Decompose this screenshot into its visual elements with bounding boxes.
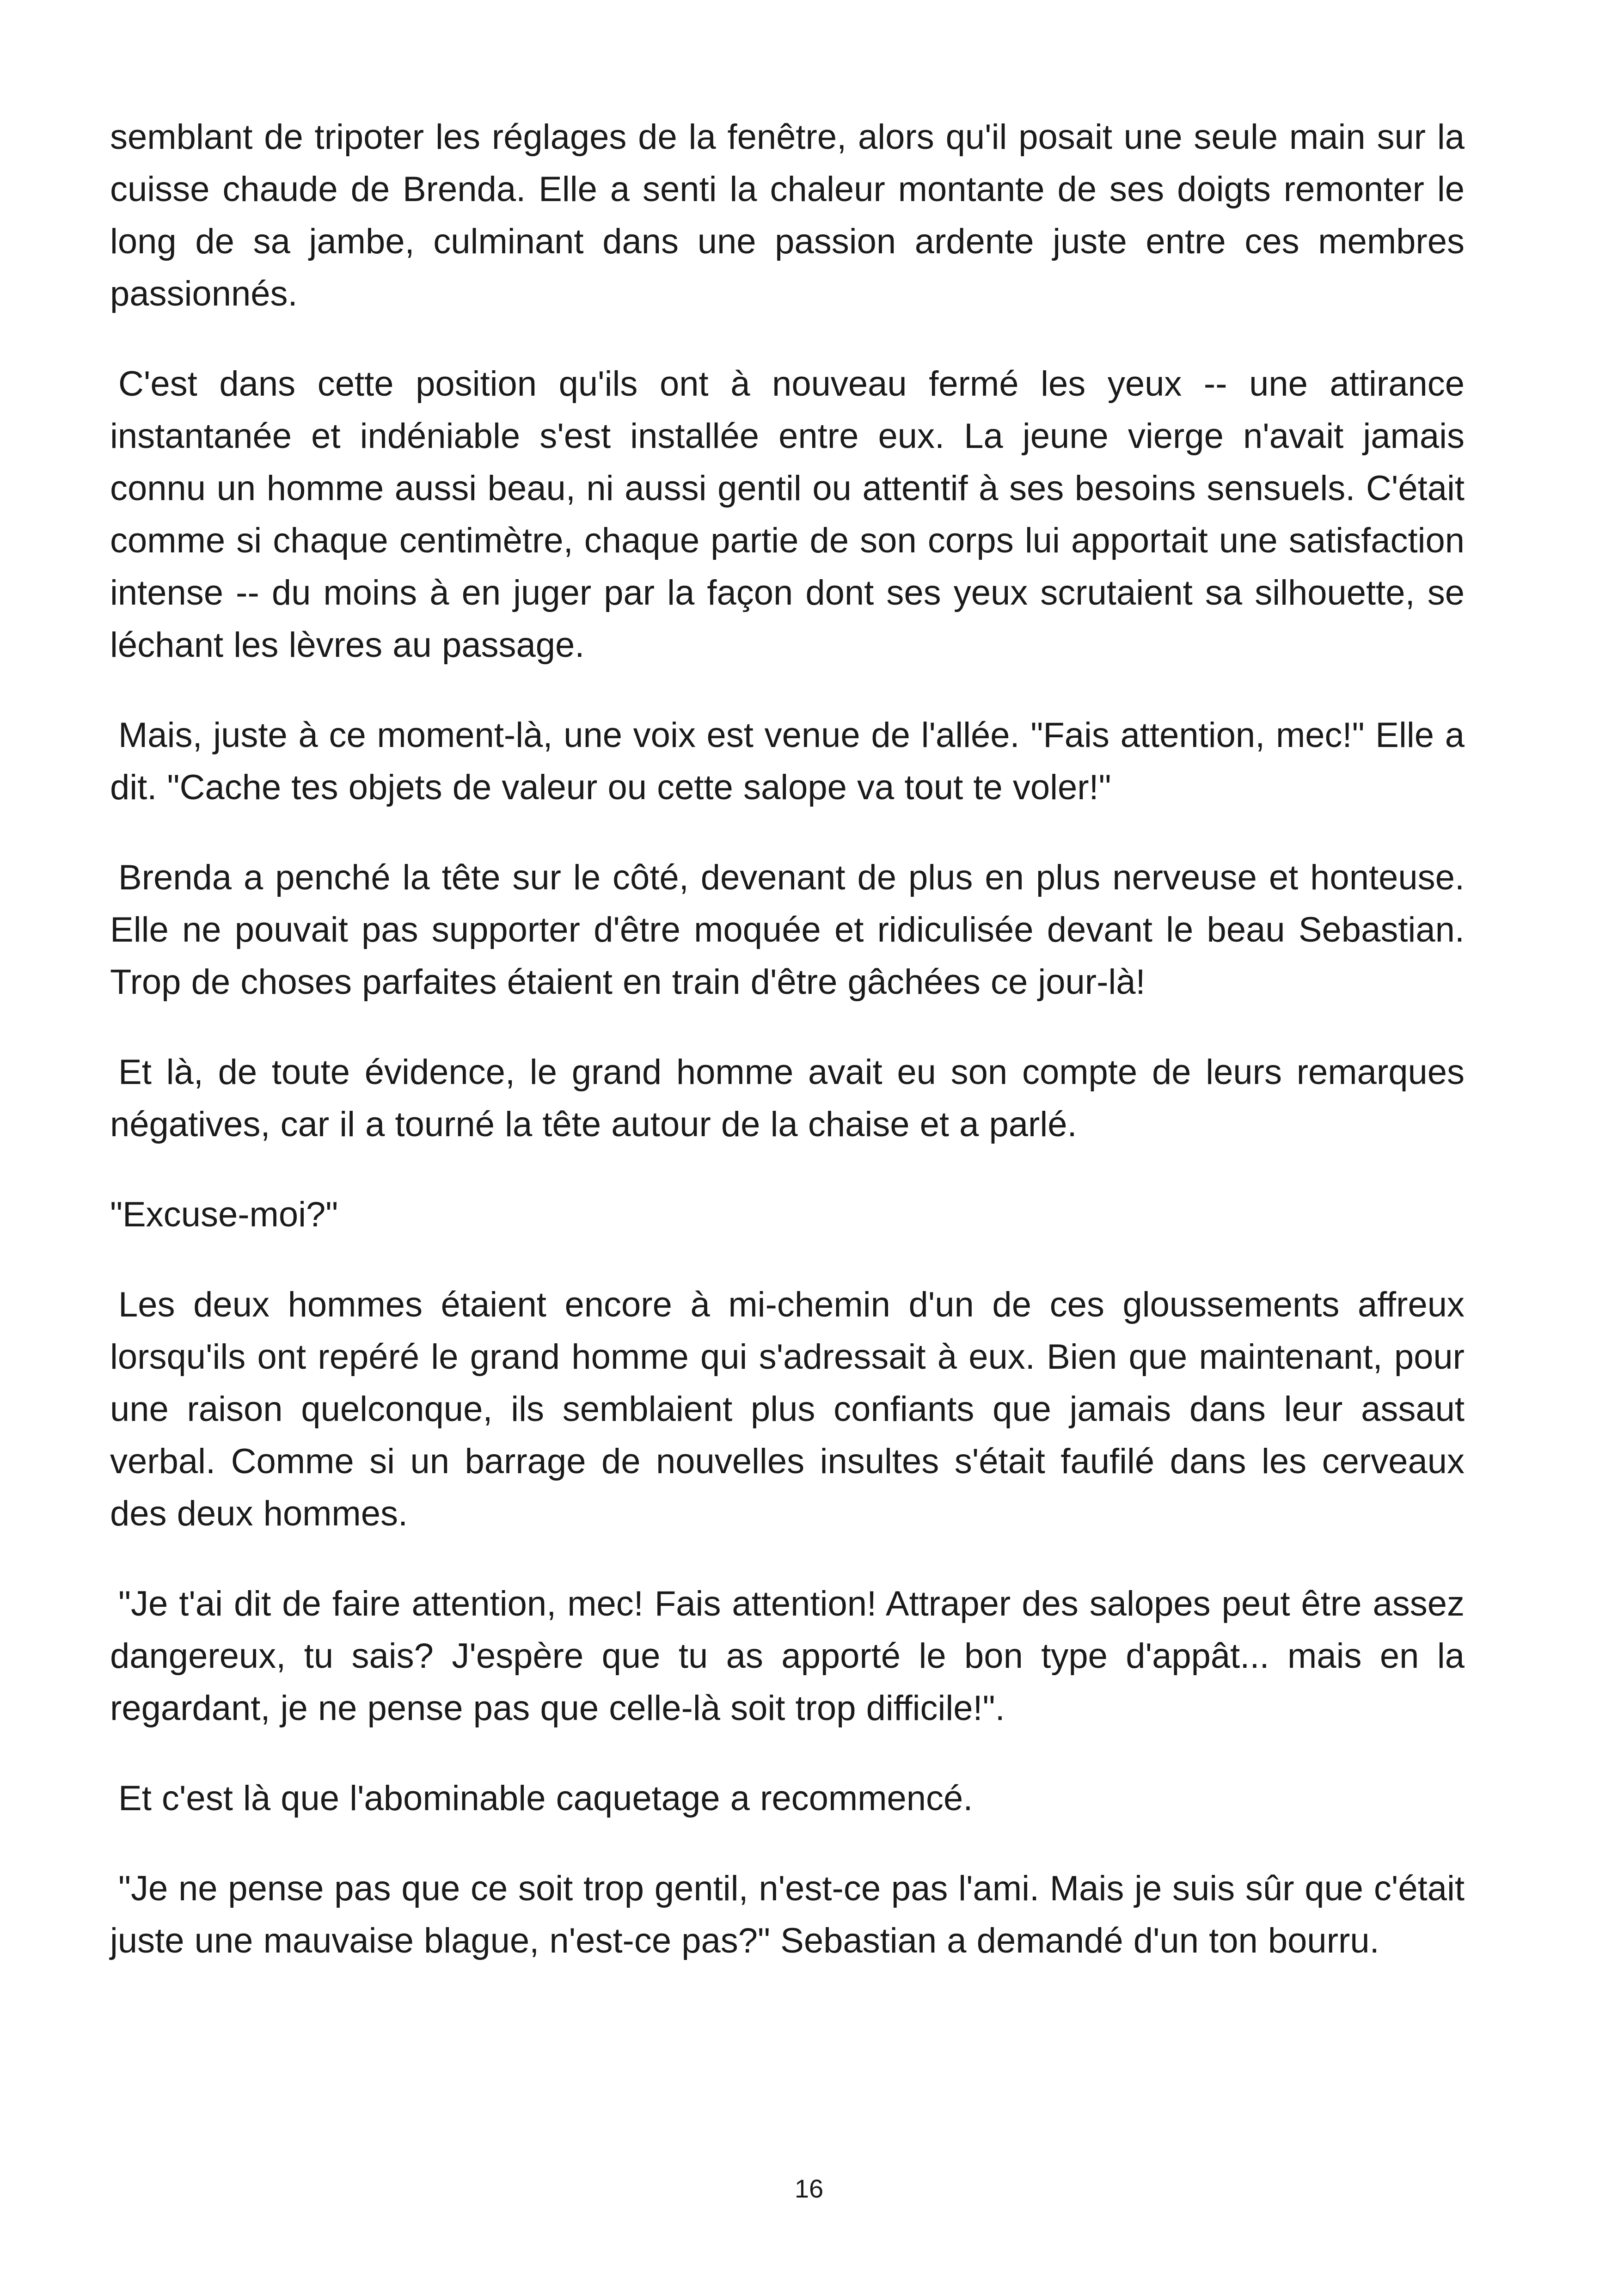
paragraph-2: C'est dans cette position qu'ils ont à nouveau fermé les yeux -- une attirance instantanée et indéniable s'est installée entre eux. La jeune vierge n'avait jamais connu un homme aussi beau, ni aussi gentil ou attentif à ses besoins sensuels. C'était comme si chaque centimètre, chaque partie de son corps lui apportait une satisfaction intense -- du moins à en juger par la façon dont ses yeux scrutaient sa silhouette, se léchant les lèvres au passage.: [110, 364, 1465, 665]
body-text: [110, 111, 1465, 2005]
paragraph-5: Et là, de toute évidence, le grand homme avait eu son compte de leurs remarques négatives, car il a tourné la tête autour de la chaise et a parlé.: [110, 1053, 1465, 1144]
paragraph-8: "Je t'ai dit de faire attention, mec! Fais attention! Attraper des salopes peut être assez dangereux, tu sais? J'espère que tu as apporté le bon type d'appât... mais en la regardant, je ne pense pas que celle-là soit trop difficile!".: [110, 1584, 1465, 1728]
paragraph-4: Brenda a penché la tête sur le côté, devenant de plus en plus nerveuse et honteuse. Elle ne pouvait pas supporter d'être moquée et ridiculisée devant le beau Sebastian. Trop de choses parfaites étaient en train d'être gâchées ce jour-là!: [110, 858, 1465, 1002]
paragraph-6: "Excuse-moi?": [110, 1195, 338, 1234]
paragraph-10: "Je ne pense pas que ce soit trop gentil, n'est-ce pas l'ami. Mais je suis sûr que c'était juste une mauvaise blague, n'est-ce pas?" Sebastian a demandé d'un ton bourru.: [110, 1869, 1465, 1960]
paragraph-1: semblant de tripoter les réglages de la fenêtre, alors qu'il posait une seule main sur la cuisse chaude de Brenda. Elle a senti la chaleur montante de ses doigts remonter le long de sa jambe, culminant dans une passion ardente juste entre ces membres passionnés.: [110, 117, 1465, 313]
paragraph-3: Mais, juste à ce moment-là, une voix est venue de l'allée. "Fais attention, mec!" Elle a dit. "Cache tes objets de valeur ou cette salope va tout te voler!": [110, 716, 1465, 807]
paragraph-9: Et c'est là que l'abominable caquetage a recommencé.: [118, 1779, 973, 1818]
page-number: 16: [794, 2174, 824, 2203]
paragraph-7: Les deux hommes étaient encore à mi-chemin d'un de ces gloussements affreux lorsqu'ils ont repéré le grand homme qui s'adressait à eux. Bien que maintenant, pour une raison quelconque, ils semblaient plus confiants que jamais dans leur assaut verbal. Comme si un barrage de nouvelles insultes s'était faufilé dans les cerveaux des deux hommes.: [110, 1285, 1465, 1533]
